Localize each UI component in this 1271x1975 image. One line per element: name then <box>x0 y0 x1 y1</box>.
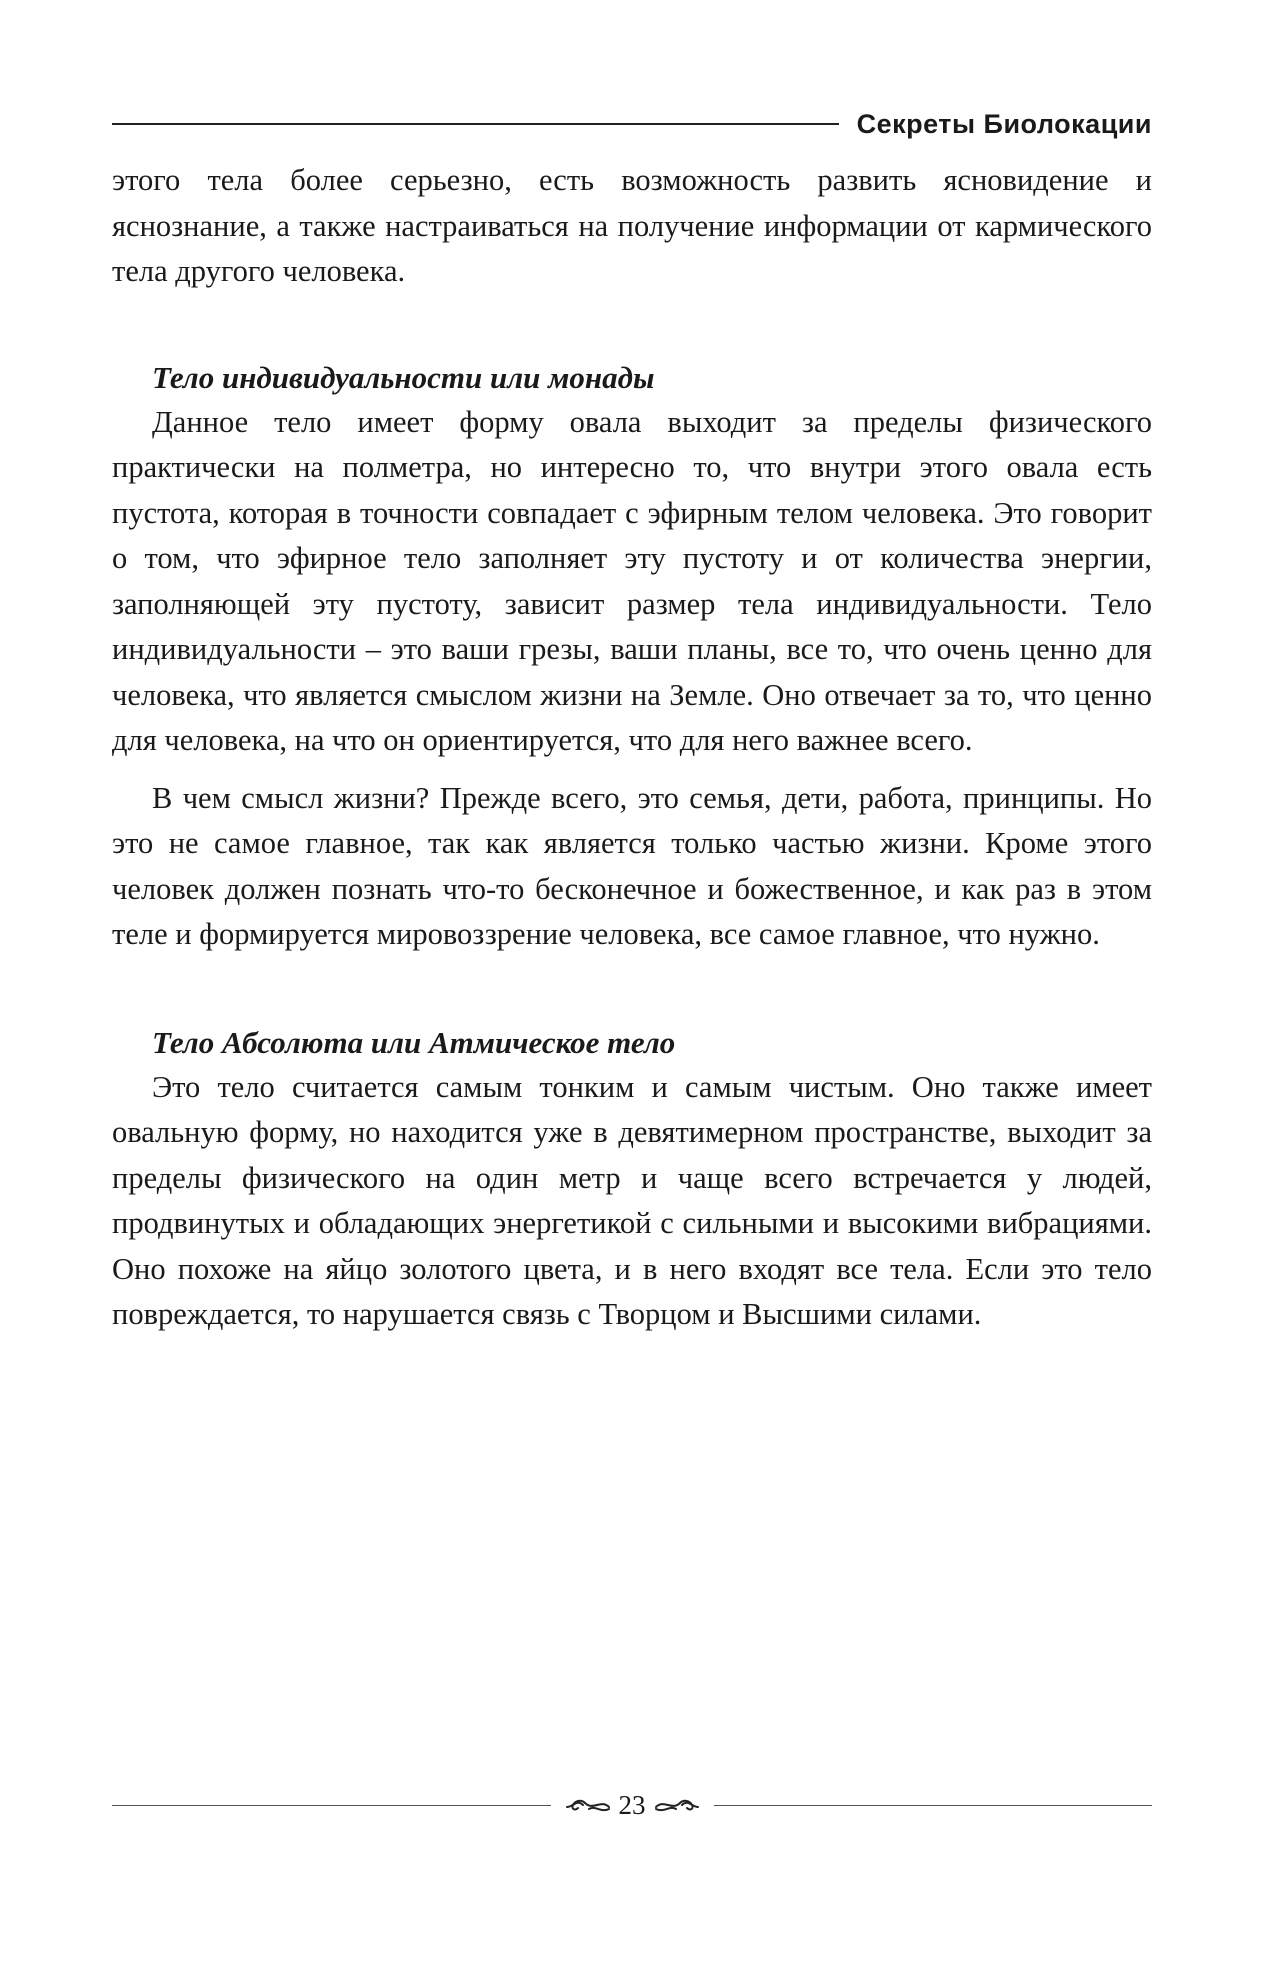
header-rule <box>112 123 839 125</box>
book-title: Секреты Биолокации <box>856 108 1152 139</box>
page-body <box>112 158 1152 1338</box>
footer-rule-left <box>112 1805 551 1806</box>
flourish-left-icon <box>565 1795 611 1815</box>
section-heading-monad: Тело индивидуальности или монады <box>152 359 655 395</box>
paragraph-continuation: этого тела более серьезно, есть возможность развить ясновидение и яснознание, а также настраиваться на получение информации от кармического тела другого человека. <box>112 163 1152 288</box>
paragraph-absolute: Это тело считается самым тонким и самым чистым. Оно также имеет овальную форму, но находится уже в девятимерном пространстве, выходит за пределы физического на один метр и чаще всего встречается у людей, продвинутых и обладающих энергетикой с сильными и высокими вибрациями. Оно похоже на яйцо золотого цвета, и в него входят все тела. Если это тело повреждается, то нарушается связь с Творцом и Высшими силами. <box>112 1069 1152 1331</box>
flourish-right-icon <box>654 1795 700 1815</box>
section-heading-absolute: Тело Абсолюта или Атмическое тело <box>152 1024 676 1060</box>
page-footer <box>112 1790 1152 1820</box>
page-number-group <box>551 1790 714 1821</box>
footer-rule-right <box>714 1805 1153 1806</box>
paragraph-monad-1: Данное тело имеет форму овала выходит за пределы физического практически на полметра, но интересно то, что внутри этого овала есть пустота, которая в точности совпадает с эфирным телом человека. Это говорит о том, что эфирное тело заполняет эту пустоту и от количества энергии, заполняющей эту пустоту, зависит размер тела индивидуальности. Тело индивидуальности – это ваши грезы, ваши планы, все то, что очень ценно для человека, что является смыслом жизни на Земле. Оно отвечает за то, что ценно для человека, на что он ориентируется, что для него важнее всего. <box>112 404 1152 757</box>
page-number: 23 <box>618 1789 646 1820</box>
running-header <box>112 104 1152 144</box>
paragraph-monad-2: В чем смысл жизни? Прежде всего, это семья, дети, работа, принципы. Но это не самое главное, так как является только частью жизни. Кроме этого человек должен познать что-то бесконечное и божественное, и как раз в этом теле и формируется мировоззрение человека, все самое главное, что нужно. <box>112 780 1152 951</box>
